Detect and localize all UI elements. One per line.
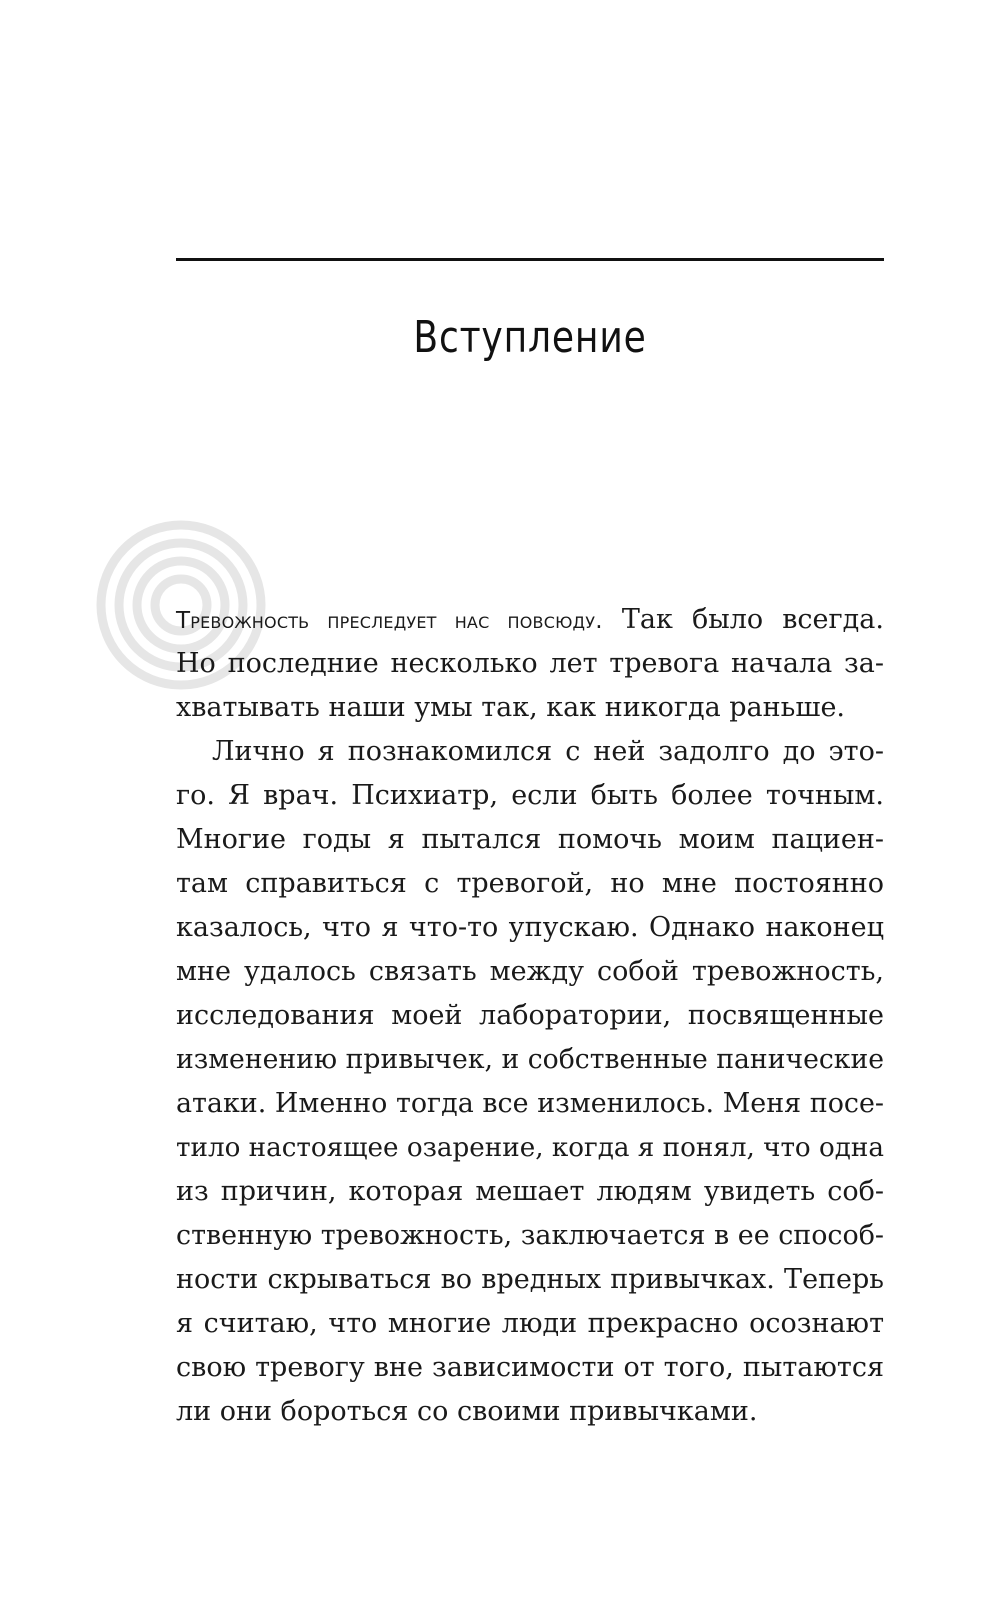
lead-in-small-caps: Тревожность преследует нас повсюду. <box>176 608 603 634</box>
body-text <box>176 598 884 1434</box>
paragraph-1-line: Но последние несколько лет тревога начала за- <box>176 648 884 679</box>
paragraph-2-line: атаки. Именно тогда все изменилось. Меня посе- <box>176 1088 884 1119</box>
paragraph-1-line: хватывать наши умы так, как никогда раньше. <box>176 692 846 723</box>
chapter-title: Вступление <box>413 312 647 363</box>
paragraph-2-line: я считаю, что многие люди прекрасно осознают <box>176 1308 884 1339</box>
paragraph-2-line: ности скрываться во вредных привычках. Теперь <box>176 1264 884 1295</box>
paragraph-2-line: Лично я познакомился с ней задолго до это- <box>212 736 884 767</box>
paragraph-2-line: изменению привычек, и собственные панические <box>176 1044 884 1075</box>
chapter-rule <box>176 258 884 261</box>
paragraph-1-line-1-rest: Так было всегда. <box>621 604 884 635</box>
paragraph-2-line: казалось, что я что-то упускаю. Однако наконец <box>176 912 884 943</box>
paragraph-2-line: ли они бороться со своими привычками. <box>176 1396 758 1427</box>
paragraph-2-line: го. Я врач. Психиатр, если быть более точным. <box>176 780 884 811</box>
paragraph-2-line: исследования моей лаборатории, посвященные <box>176 1000 884 1031</box>
paragraph-2-line: там справиться с тревогой, но мне постоянно <box>176 868 884 899</box>
paragraph-2-line: свою тревогу вне зависимости от того, пытаются <box>176 1352 884 1383</box>
paragraph-2-line: ственную тревожность, заключается в ее способ- <box>176 1220 884 1251</box>
paragraph-2-line: Многие годы я пытался помочь моим пациен- <box>176 824 884 855</box>
paragraph-2-line: из причин, которая мешает людям увидеть соб- <box>176 1176 884 1207</box>
paragraph-2-line: тило настоящее озарение, когда я понял, что одна <box>176 1133 884 1163</box>
paragraph-2-line: мне удалось связать между собой тревожность, <box>176 956 884 987</box>
paragraph-1-line-1 <box>176 598 884 642</box>
